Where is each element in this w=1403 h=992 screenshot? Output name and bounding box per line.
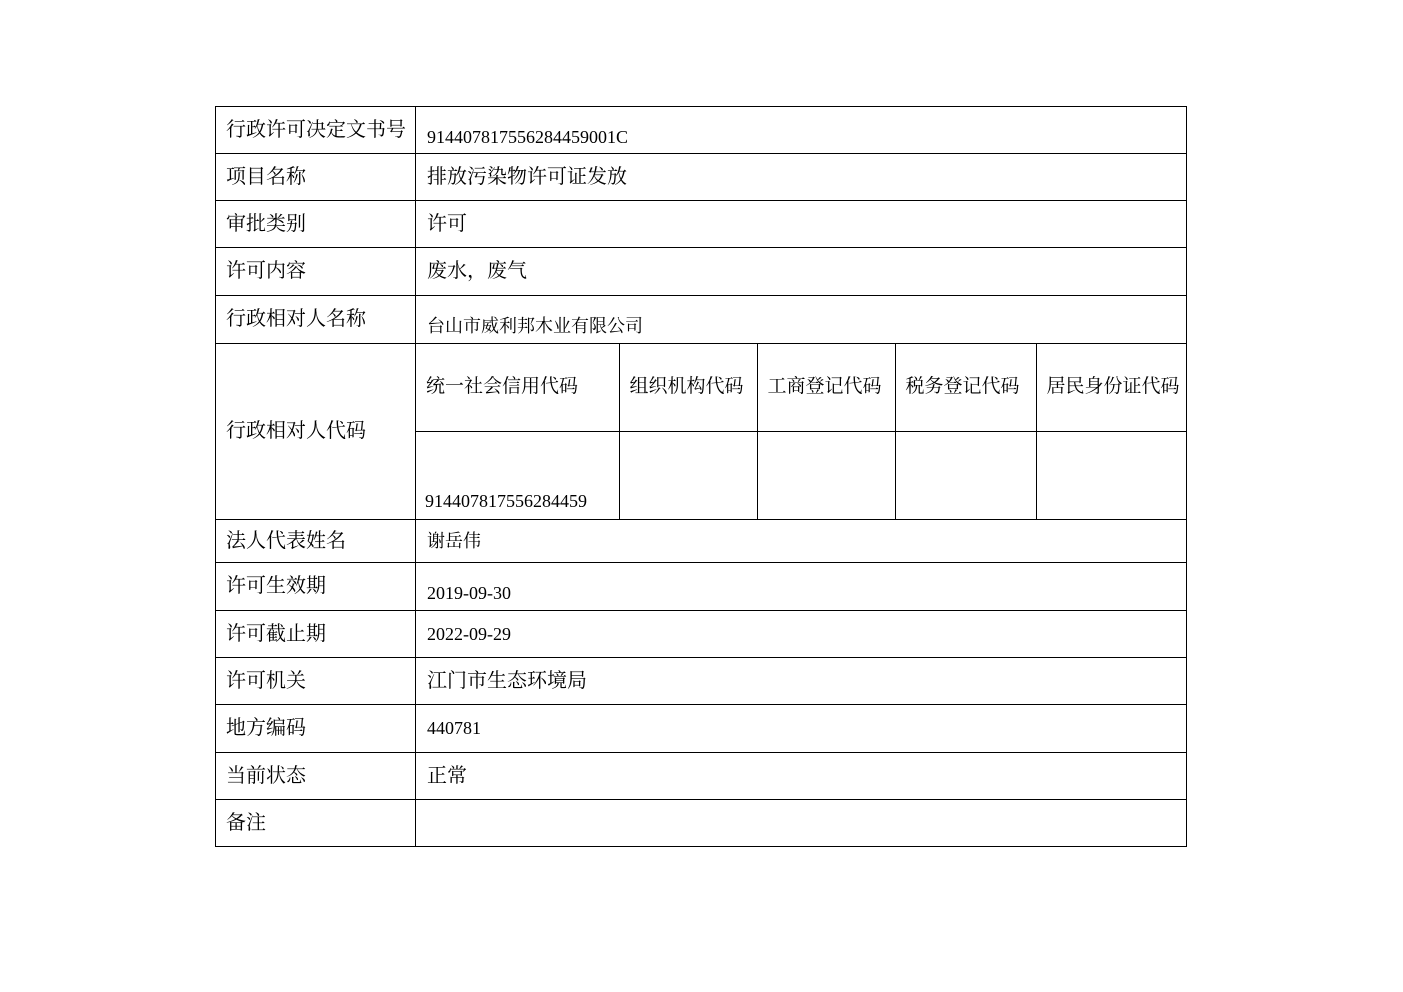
legal-rep-name-label: 法人代表姓名 <box>216 520 416 563</box>
id-card-code-value <box>1036 431 1186 519</box>
legal-rep-name-value: 谢岳伟 <box>416 520 1187 563</box>
remarks-value <box>416 800 1187 847</box>
permit-end-date-value: 2022-09-29 <box>416 611 1187 658</box>
code-subvalue-row <box>416 431 1186 519</box>
table-row-remarks <box>216 800 1187 847</box>
permit-authority-value: 江门市生态环境局 <box>416 658 1187 705</box>
table-row-project-name <box>216 154 1187 201</box>
document-number-label: 行政许可决定文书号 <box>216 107 416 154</box>
counterpart-code-subtable <box>416 344 1186 519</box>
permit-authority-label: 许可机关 <box>216 658 416 705</box>
counterpart-code-label: 行政相对人代码 <box>216 344 416 520</box>
table-row-legal-rep-name <box>216 520 1187 563</box>
business-reg-code-header: 工商登记代码 <box>757 344 895 431</box>
id-card-code-header: 居民身份证代码 <box>1036 344 1186 431</box>
permit-start-date-value: 2019-09-30 <box>416 563 1187 611</box>
code-subheader-row <box>416 344 1186 431</box>
table-row-local-code <box>216 705 1187 753</box>
approval-category-value: 许可 <box>416 201 1187 248</box>
project-name-label: 项目名称 <box>216 154 416 201</box>
current-status-label: 当前状态 <box>216 753 416 800</box>
remarks-label: 备注 <box>216 800 416 847</box>
table-row-approval-category <box>216 201 1187 248</box>
table-row-current-status <box>216 753 1187 800</box>
table-row-document-number <box>216 107 1187 154</box>
uscc-value: 914407817556284459 <box>416 431 619 519</box>
permit-record-table <box>215 106 1187 847</box>
permit-start-date-label: 许可生效期 <box>216 563 416 611</box>
project-name-value: 排放污染物许可证发放 <box>416 154 1187 201</box>
org-code-header: 组织机构代码 <box>619 344 757 431</box>
counterpart-name-value: 台山市威利邦木业有限公司 <box>416 296 1187 344</box>
local-code-value: 440781 <box>416 705 1187 753</box>
table-row-permit-content <box>216 248 1187 296</box>
counterpart-name-label: 行政相对人名称 <box>216 296 416 344</box>
permit-content-label: 许可内容 <box>216 248 416 296</box>
table-row-permit-authority <box>216 658 1187 705</box>
document-number-value: 914407817556284459001C <box>416 107 1187 154</box>
tax-reg-code-header: 税务登记代码 <box>895 344 1036 431</box>
business-reg-code-value <box>757 431 895 519</box>
tax-reg-code-value <box>895 431 1036 519</box>
current-status-value: 正常 <box>416 753 1187 800</box>
permit-content-value: 废水，废气 <box>416 248 1187 296</box>
uscc-header: 统一社会信用代码 <box>426 376 579 398</box>
table-row-counterpart-name <box>216 296 1187 344</box>
org-code-value <box>619 431 757 519</box>
table-row-permit-start-date <box>216 563 1187 611</box>
counterpart-code-subtable-cell <box>416 344 1187 520</box>
table-row-counterpart-code <box>216 344 1187 520</box>
approval-category-label: 审批类别 <box>216 201 416 248</box>
local-code-label: 地方编码 <box>216 705 416 753</box>
table-row-permit-end-date <box>216 611 1187 658</box>
permit-end-date-label: 许可截止期 <box>216 611 416 658</box>
